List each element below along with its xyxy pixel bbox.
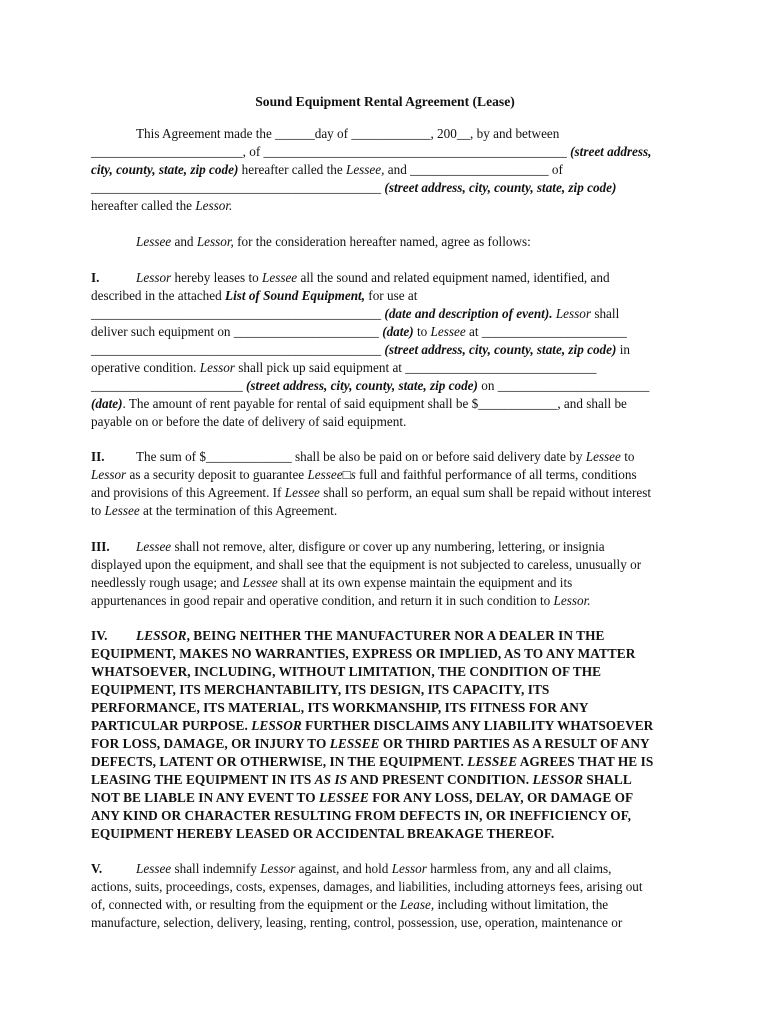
section-1-line-6 [91,359,596,377]
intro-text: This Agreement made the ______day of ____________, 200__, by and between [136,126,560,141]
intro-text-emph: (street address, [570,144,652,159]
section-1-line-9 [91,413,406,431]
s5-text: Lease, [400,897,435,912]
s1-text: _______________________ [91,378,246,393]
s1-text: all the sound and related equipment named, identified, and [297,270,610,285]
s2-text: and provisions of this Agreement. If [91,485,285,500]
s3-text: Lessee [136,539,172,554]
section-1-line-7 [91,377,649,395]
s4-text: WHATSOEVER, INCLUDING, WITHOUT LIMITATION, THE CONDITION OF THE [91,664,602,679]
intro-text: ____________________________________________ [91,180,385,195]
section-4-line-5 [91,699,589,717]
document-title: Sound Equipment Rental Agreement (Lease) [255,94,515,109]
section-5-line-1 [91,860,611,878]
s5-text: harmless from, any and all claims, [426,861,612,876]
s4-text: LESSOR [251,718,302,733]
intro-text: _______________________, of ______________________________________________ [91,144,571,159]
section-2-line-2 [91,466,637,484]
section-1-line-2 [91,287,417,305]
s5-text: Lessee [136,861,172,876]
section-number: IV. [91,628,108,643]
section-4-line-1 [91,627,604,645]
intro-text: hereafter called the [91,198,196,213]
intro-line-4 [91,179,616,197]
section-5-line-3 [91,896,608,914]
section-4-line-11 [91,807,631,825]
s1-text: Lessor [552,306,592,321]
s4-text: , BEING NEITHER THE MANUFACTURER NOR A DEALER IN THE [186,628,605,643]
s2-text: full and faithful performance of all terms, conditions [355,467,637,482]
s1-text: described in the attached [91,288,226,303]
s2-text: to [91,503,105,518]
s2-text: Lessee [284,485,320,500]
s3-text: shall at its own expense maintain the equipment and its [277,575,573,590]
s1-text: to [413,324,431,339]
s1-text: for use at [365,288,418,303]
s2-text: as a security deposit to guarantee [126,467,308,482]
s2-text: The sum of $_____________ shall be also be paid on or before said delivery date by [136,449,586,464]
s5-text: including without limitation, the [434,897,609,912]
intro-line-2 [91,143,651,161]
section-2-line-1 [91,448,634,466]
agree-text: for the consideration hereafter named, agree as follows: [233,234,531,249]
section-5-line-2 [91,878,643,896]
s1-text: payable on or before the date of delivery of said equipment. [91,414,407,429]
s1-text: on _______________________ [477,378,650,393]
s5-text: manufacture, selection, delivery, leasing, renting, control, possession, use, operation, maintenance or [91,915,623,930]
section-1-line-5 [91,341,630,359]
section-4-line-3 [91,663,601,681]
s3-text: Lessee [242,575,278,590]
section-3-line-1 [91,538,605,556]
s4-text: NOT BE LIABLE IN ANY EVENT TO [91,790,319,805]
section-number: I. [91,270,100,285]
s3-text: Lessor. [553,593,591,608]
s1-text: ____________________________________________ [91,306,385,321]
s1-text: at ______________________ [465,324,627,339]
s3-text: needlessly rough usage; and [91,575,243,590]
s4-text: LESSEE [329,736,380,751]
s5-text: shall indemnify [171,861,261,876]
intro-text: hereafter called the [238,162,346,177]
s4-text: EQUIPMENT, ITS MERCHANTABILITY, ITS DESIGN, ITS CAPACITY, ITS [91,682,550,697]
intro-text-emph: city, county, state, zip code) [91,162,239,177]
section-4-line-8 [91,753,653,771]
s1-text: operative condition. [91,360,200,375]
intro-text-italic: Lessee, [345,162,385,177]
s2-text: Lessee□s [307,467,356,482]
s2-text: Lessee [104,503,140,518]
section-3-line-4 [91,592,591,610]
s1-text: . The amount of rent payable for rental of said equipment shall be $____________, and shall be [122,396,627,411]
section-number: V. [91,861,103,876]
s1-text: Lessor [199,360,235,375]
s4-text: LESSOR [136,628,187,643]
s4-text: ANY KIND OR CHARACTER RESULTING FROM DEFECTS IN, OR INEFFICIENCY OF, [91,808,632,823]
s5-text: of, connected with, or resulting from the equipment or the [91,897,401,912]
s4-text: FOR ANY LOSS, DELAY, OR DAMAGE OF [368,790,634,805]
section-1-line-4 [91,323,627,341]
s2-text: to [620,449,635,464]
s4-text: LESSEE [467,754,518,769]
s3-text: shall not remove, alter, disfigure or cover up any numbering, lettering, or insignia [171,539,605,554]
s1-text: List of Sound Equipment, [225,288,365,303]
s1-text: Lessee [430,324,466,339]
s1-text: (date) [91,396,123,411]
agree-line [136,233,531,251]
agree-text-italic: Lessee [136,234,172,249]
section-4-line-6 [91,717,653,735]
s2-text: Lessee [585,449,621,464]
section-5-line-4 [91,914,622,932]
s5-text: Lessor [260,861,296,876]
section-number: II. [91,449,105,464]
s1-text: (street address, city, county, state, zip code) [245,378,478,393]
s4-text: FURTHER DISCLAIMS ANY LIABILITY WHATSOEVER [301,718,654,733]
s4-text: PARTICULAR PURPOSE. [91,718,252,733]
s4-text: LESSEE [319,790,369,805]
section-number: III. [91,539,110,554]
section-2-line-4 [91,502,337,520]
s3-text: displayed upon the equipment, and shall see that the equipment is not subjected to careless, unusually or [91,557,642,572]
section-4-line-7 [91,735,650,753]
s4-text: LESSOR [532,772,584,787]
s1-text: (date and description of event). [384,306,553,321]
s4-text: DEFECTS, LATENT OR OTHERWISE, IN THE EQUIPMENT. [91,754,468,769]
intro-text-emph: (street address, city, county, state, zip code) [384,180,617,195]
s4-text: EQUIPMENT HEREBY LEASED OR ACCIDENTAL BREAKAGE THEREOF. [91,826,555,841]
s4-text: AGREES THAT HE IS [517,754,654,769]
s1-text: shall [591,306,620,321]
s3-text: appurtenances in good repair and operative condition, and return it in such condition to [91,593,554,608]
section-4-line-2 [91,645,635,663]
agree-text-italic: Lessor, [196,234,234,249]
s2-text: at the termination of this Agreement. [139,503,338,518]
s1-text: in [616,342,630,357]
s1-text: (date) [382,324,414,339]
s5-text: actions, suits, proceedings, costs, expenses, damages, and liabilities, including attorneys fees, arising out [91,879,643,894]
s4-text: PERFORMANCE, ITS MATERIAL, ITS WORKMANSHIP, ITS FITNESS FOR ANY [91,700,589,715]
s1-text: deliver such equipment on ______________________ [91,324,383,339]
s4-text: FOR LOSS, DAMAGE, OR INJURY TO [91,736,330,751]
s4-text: EQUIPMENT, MAKES NO WARRANTIES, EXPRESS OR IMPLIED, AS TO ANY MATTER [91,646,636,661]
s1-text: hereby leases to [171,270,262,285]
s1-text: Lessee [262,270,298,285]
section-1-line-1 [91,269,610,287]
s1-text: Lessor [136,270,172,285]
section-4-line-12 [91,825,554,843]
section-1-line-8 [91,395,627,413]
intro-line-1 [136,125,559,143]
s5-text: against, and hold [295,861,392,876]
intro-line-5 [91,197,232,215]
section-4-line-10 [91,789,633,807]
s5-text: Lessor [391,861,427,876]
section-4-line-9 [91,771,632,789]
agree-text: and [171,234,197,249]
s4-text: LEASING THE EQUIPMENT IN ITS [91,772,315,787]
section-3-line-2 [91,556,641,574]
intro-text: and _____________________ of [384,162,563,177]
s1-text: shall pick up said equipment at _____________________________ [234,360,597,375]
section-2-line-3 [91,484,651,502]
s2-text: Lessor [91,467,127,482]
s1-text: ____________________________________________ [91,342,385,357]
section-1-line-3 [91,305,619,323]
section-4-line-4 [91,681,549,699]
intro-line-3 [91,161,563,179]
intro-text-italic: Lessor. [195,198,233,213]
s2-text: shall so perform, an equal sum shall be repaid without interest [319,485,651,500]
section-3-line-3 [91,574,572,592]
s4-text: SHALL [583,772,632,787]
s4-text: OR THIRD PARTIES AS A RESULT OF ANY [379,736,650,751]
s1-text: (street address, city, county, state, zip code) [384,342,617,357]
s4-text: AND PRESENT CONDITION. [347,772,533,787]
s4-text: AS IS [314,772,348,787]
